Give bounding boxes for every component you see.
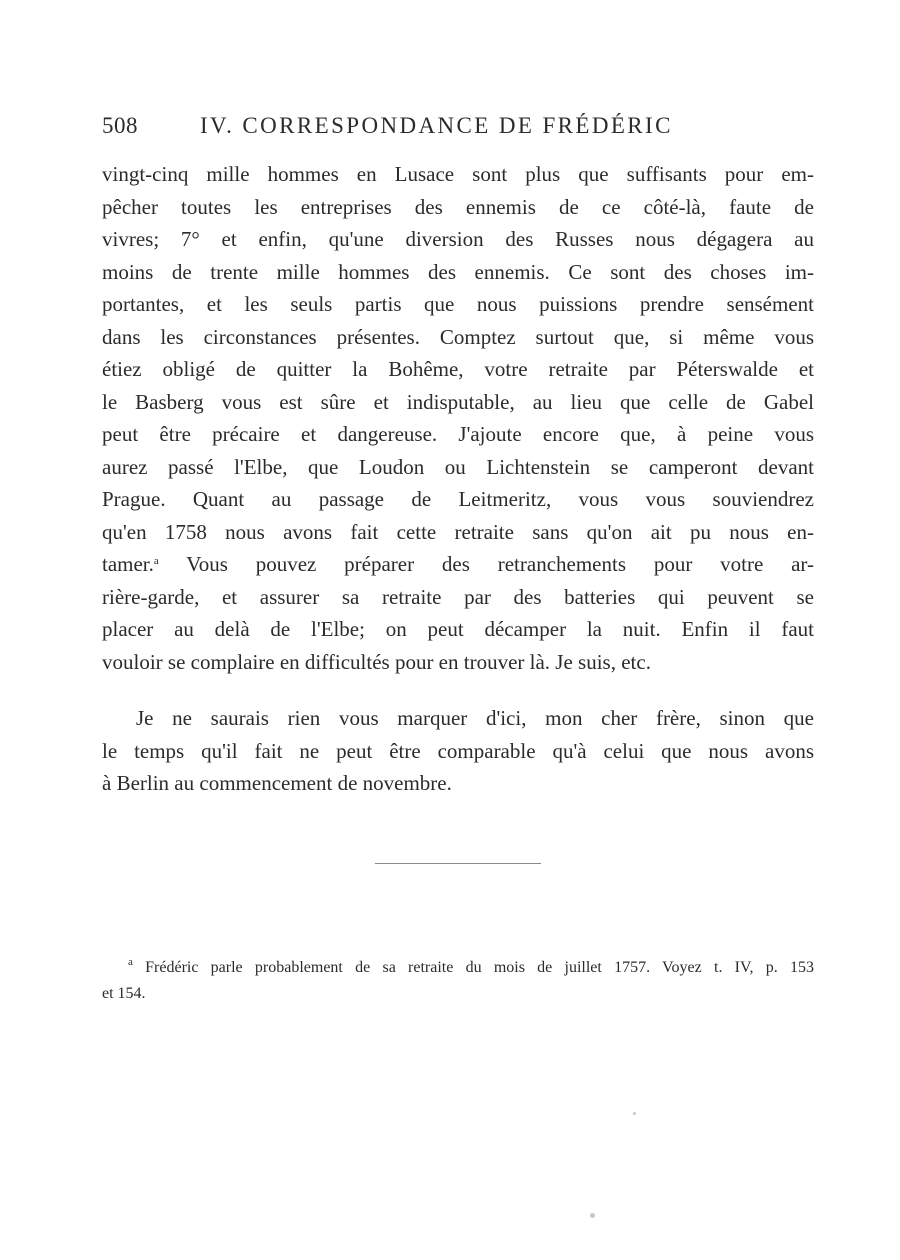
text-line: étiez obligé de quitter la Bohême, votre retraite par Péterswalde et bbox=[102, 357, 814, 381]
text-line: peut être précaire et dangereuse. J'ajoute encore que, à peine vous bbox=[102, 422, 814, 446]
text-line-with-footnote-ref bbox=[102, 548, 814, 581]
text-line: Je ne saurais rien vous marquer d'ici, mon cher frère, sinon que bbox=[136, 706, 814, 730]
footnote-reference[interactable]: a bbox=[153, 555, 159, 567]
paper-speck bbox=[633, 1112, 636, 1115]
text-line: vivres; 7° et enfin, qu'une diversion des Russes nous dégagera au bbox=[102, 227, 814, 251]
text-line: rière-garde, et assurer sa retraite par des batteries qui peuvent se bbox=[102, 584, 814, 609]
line-end: Vous pouvez préparer des retranchements pour votre ar- bbox=[158, 552, 814, 576]
footnote-line bbox=[102, 955, 814, 981]
postscript-paragraph bbox=[102, 702, 814, 800]
text-line: moins de trente mille hommes des ennemis. Ce sont des choses im- bbox=[102, 259, 814, 284]
text-line: placer au delà de l'Elbe; on peut décamper la nuit. Enfin il faut bbox=[102, 617, 814, 641]
text-line: dans les circonstances présentes. Comptez surtout que, si même vous bbox=[102, 324, 814, 349]
text-line: le Basberg vous est sûre et indisputable, au lieu que celle de Gabel bbox=[102, 389, 814, 414]
running-title: IV. CORRESPONDANCE DE FRÉDÉRIC bbox=[200, 113, 673, 138]
page-number: 508 bbox=[102, 113, 138, 138]
text-line: Prague. Quant au passage de Leitmeritz, vous vous souviendrez bbox=[102, 487, 814, 511]
text-line: aurez passé l'Elbe, que Loudon ou Lichtenstein se camperont devant bbox=[102, 454, 814, 479]
footnote-separator-rule bbox=[375, 863, 541, 864]
text-line: qu'en 1758 nous avons fait cette retraite sans qu'on ait pu nous en- bbox=[102, 519, 814, 544]
text-line: portantes, et les seuls partis que nous puissions prendre sensément bbox=[102, 292, 814, 316]
footnote-text: Frédéric parle probablement de sa retraite du mois de juillet 1757. Voyez t. IV, p. 153 bbox=[132, 959, 814, 976]
text-line: à Berlin au commencement de novembre. bbox=[102, 771, 452, 795]
footnote-marker: a bbox=[128, 956, 133, 968]
line-start: tamer. bbox=[102, 552, 154, 576]
text-line: vouloir se complaire en difficultés pour en trouver là. Je suis, etc. bbox=[102, 649, 651, 674]
text-line: le temps qu'il fait ne peut être comparable qu'à celui que nous avons bbox=[102, 738, 814, 763]
footnote-line: et 154. bbox=[102, 985, 146, 1002]
text-line: vingt-cinq mille hommes en Lusace sont plus que suffisants pour em- bbox=[102, 162, 814, 186]
running-head bbox=[102, 113, 722, 147]
paper-speck bbox=[590, 1213, 595, 1218]
letter-paragraph bbox=[102, 158, 814, 678]
text-line: pêcher toutes les entreprises des ennemis de ce côté-là, faute de bbox=[102, 194, 814, 219]
footnote bbox=[102, 955, 814, 1007]
